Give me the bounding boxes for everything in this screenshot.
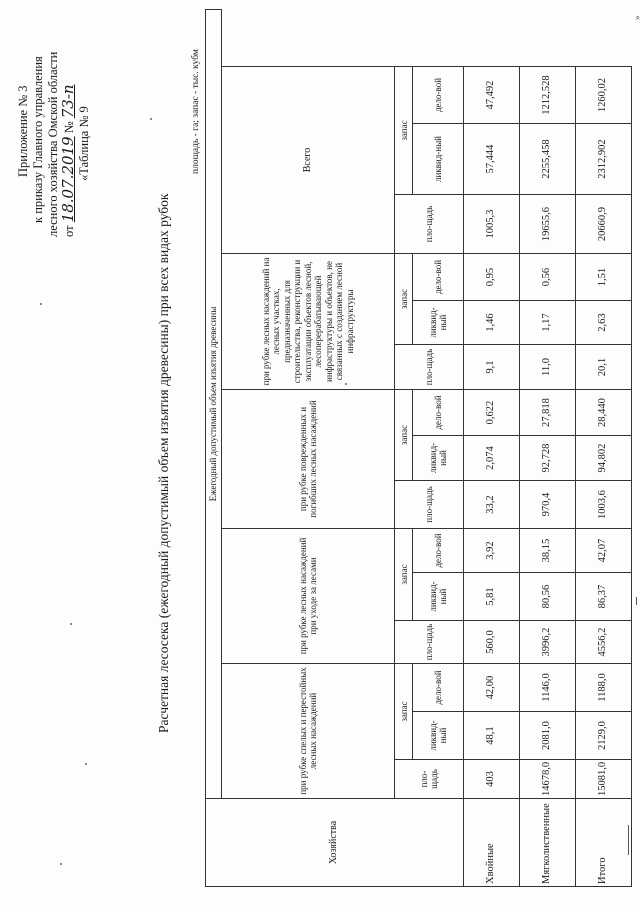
cell: 1146,0 xyxy=(519,664,575,712)
cell: 19655,6 xyxy=(519,195,575,254)
header-mature-stands: при рубке спелых и перестойных лесных насаждений xyxy=(222,664,395,799)
header-stock: запас xyxy=(395,529,413,621)
cell: 47,492 xyxy=(463,67,519,124)
cell: 2255,458 xyxy=(519,124,575,195)
scan-speck xyxy=(70,623,72,625)
cell: 20,1 xyxy=(575,345,631,390)
header-liquid: ликвид-ный xyxy=(413,436,463,481)
header-liquid: ликвид-ный xyxy=(413,301,463,345)
cell: 42,07 xyxy=(575,529,631,573)
header-commercial: дело-вой xyxy=(413,67,463,124)
header-damaged-stands: при рубке поврежденных и погибших лесных насаждений xyxy=(222,390,395,529)
header-stock: запас xyxy=(395,67,413,195)
cell: 2081,0 xyxy=(519,712,575,760)
header-liquid: ликвид-ный xyxy=(413,573,463,621)
cell: 86,37 xyxy=(575,573,631,621)
cell: 20660,9 xyxy=(575,195,631,254)
cell: 560,0 xyxy=(463,621,519,664)
row-label: Мягколиственные xyxy=(519,799,575,887)
allowable-cut-table xyxy=(205,9,632,887)
header-commercial: дело-вой xyxy=(413,254,463,301)
cell: 0,622 xyxy=(463,390,519,436)
order-line: к приказу Главного управления xyxy=(31,56,45,223)
scan-speck xyxy=(40,303,42,305)
cell: 57,444 xyxy=(463,124,519,195)
cell: 2129,0 xyxy=(575,712,631,760)
header-commercial: дело-вой xyxy=(413,390,463,436)
cell: 1,46 xyxy=(463,301,519,345)
row-label: Итого xyxy=(575,799,631,887)
cell: 94,802 xyxy=(575,436,631,481)
cell: 80,56 xyxy=(519,573,575,621)
cell: 0,95 xyxy=(463,254,519,301)
cell: 1003,6 xyxy=(575,481,631,529)
cell: 2,074 xyxy=(463,436,519,481)
scan-mark xyxy=(636,597,637,605)
header-area: пло-щадь xyxy=(395,621,463,664)
header-stock: запас xyxy=(395,254,413,345)
closing-quote: » xyxy=(632,15,642,20)
cell: 27,818 xyxy=(519,390,575,436)
header-liquid: ликвид-ный xyxy=(413,712,463,760)
cell: 2312,902 xyxy=(575,124,631,195)
cell: 403 xyxy=(463,760,519,799)
header-area: пло-щадь xyxy=(395,195,463,254)
handwritten-number: 73-п xyxy=(59,84,77,119)
appendix-number: Приложение № 3 xyxy=(16,85,30,177)
cell: 11,0 xyxy=(519,345,575,390)
cell: 5,81 xyxy=(463,573,519,621)
cell: 1,17 xyxy=(519,301,575,345)
scan-speck xyxy=(85,763,87,765)
table-row xyxy=(519,9,575,886)
cell: 92,728 xyxy=(519,436,575,481)
cell: 14678,0 xyxy=(519,760,575,799)
cell: 4556,2 xyxy=(575,621,631,664)
table-number: «Таблица № 9 xyxy=(77,106,91,181)
cell: 28,440 xyxy=(575,390,631,436)
scan-mark xyxy=(628,825,629,855)
header-liquid: ликвид-ный xyxy=(413,124,463,195)
header-care-stands: при рубке лесных насаждений при уходе за лесами xyxy=(222,529,395,664)
header-farms: Хозяйства xyxy=(206,799,464,887)
scan-speck xyxy=(150,118,152,120)
header-area: пло-щадь xyxy=(395,760,463,799)
document-title: Расчетная лесосека (ежегодный допустимый объем изъятия древесины) при всех видах рубок xyxy=(156,193,171,733)
cell: 33,2 xyxy=(463,481,519,529)
header-stock: запас xyxy=(395,390,413,481)
header-total-all: Всего xyxy=(222,67,395,254)
table-row-total xyxy=(575,9,631,886)
cell: 15081,0 xyxy=(575,760,631,799)
handwritten-date: 18.07.2019 xyxy=(59,136,77,223)
cell: 1260,02 xyxy=(575,67,631,124)
cell: 1005,3 xyxy=(463,195,519,254)
appendix-header xyxy=(16,52,92,237)
header-annual-volume: Ежегодный допустимый объем изъятия древесины xyxy=(206,9,222,798)
cell: 38,15 xyxy=(519,529,575,573)
header-area: пло-щадь xyxy=(395,345,463,390)
cell: 1212,528 xyxy=(519,67,575,124)
cell: 1188,0 xyxy=(575,664,631,712)
cell: 48,1 xyxy=(463,712,519,760)
table-row xyxy=(463,9,519,886)
cell: 970,4 xyxy=(519,481,575,529)
header-infrastructure-stands: при рубке лесных насаждений на лесных участках, предназначенных для строительства, реконструкции и эксплуатации объектов лесной, лесоперерабатывающей инфраструктуры и объектов, не связанных с созданием лесной инфраструктуры xyxy=(222,254,395,390)
header-stock: запас xyxy=(395,664,413,760)
date-line: от 18.07.2019 № 73-п xyxy=(59,84,77,237)
cell: 3,92 xyxy=(463,529,519,573)
cell: 1,51 xyxy=(575,254,631,301)
scan-speck xyxy=(60,863,62,865)
cell: 2,63 xyxy=(575,301,631,345)
header-commercial: дело-вой xyxy=(413,664,463,712)
units-note: площадь - га; запас - тыс. кубм xyxy=(191,49,201,174)
authority-line: лесного хозяйства Омской области xyxy=(46,51,60,237)
header-area: пло-щадь xyxy=(395,481,463,529)
cell: 0,56 xyxy=(519,254,575,301)
scan-speck xyxy=(345,383,347,385)
row-label: Хвойные xyxy=(463,799,519,887)
cell: 9,1 xyxy=(463,345,519,390)
cell: 3996,2 xyxy=(519,621,575,664)
cell: 42,00 xyxy=(463,664,519,712)
header-commercial: дело-вой xyxy=(413,529,463,573)
